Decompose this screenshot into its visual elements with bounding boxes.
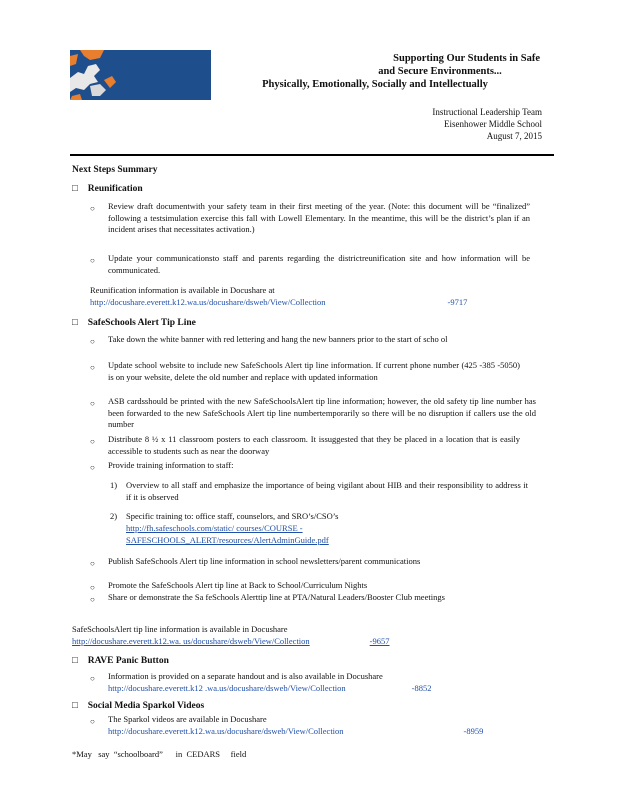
- section-reunification: □ Reunification: [72, 184, 143, 194]
- safeschools-item-8: Share or demonstrate the Sa feSchools Alerttip line at PTA/Natural Leaders/Booster Club meetings: [108, 592, 445, 602]
- header-rule: [70, 154, 554, 156]
- training-link-2[interactable]: SAFESCHOOLS_ALERT/resources/AlertAdminGuide.pdf: [126, 535, 329, 545]
- safeschools-item-1: Take down the white banner with red lettering and hang the new banners prior to the start of scho ol: [108, 334, 448, 344]
- safeschools-item-6: Publish SafeSchools Alert tip line information in school newsletters/parent communications: [108, 556, 421, 566]
- rave-item: Information is provided on a separate handout and is also available in Docushare: [108, 671, 383, 681]
- square-bullet-icon: □: [72, 184, 78, 194]
- safeschools-item-3: ASB cardsshould be printed with the new SafeSchoolsAlert tip line information; however, the old safety tip line number has been forwarded to the new SafeSchools Alert tip line numbertemporarily so there will be no disruption if callers use the old number: [108, 396, 536, 429]
- square-bullet-icon: □: [72, 318, 78, 328]
- social-item: The Sparkol videos are available in Docushare: [108, 714, 267, 724]
- circle-bullet-icon: ○: [90, 437, 95, 446]
- rave-link[interactable]: http://docushare.everett.k12 .wa.us/docushare/dsweb/View/Collection -8852: [108, 683, 432, 693]
- sub-number-2: 2): [110, 511, 118, 521]
- org-line-3: August 7, 2015: [486, 131, 542, 141]
- district-logo: [70, 50, 211, 100]
- title-line-3: Physically, Emotionally, Socially and Intellectually: [262, 79, 488, 90]
- org-line-1: Instructional Leadership Team: [432, 107, 542, 117]
- safeschools-info: SafeSchoolsAlert tip line information is available in Docushare: [72, 624, 288, 634]
- section-rave: □ RAVE Panic Button: [72, 656, 169, 666]
- circle-bullet-icon: ○: [90, 399, 95, 408]
- circle-bullet-icon: ○: [90, 674, 95, 683]
- square-bullet-icon: □: [72, 656, 78, 666]
- title-line-1: Supporting Our Students in Safe: [393, 53, 540, 64]
- reunification-item-2: Update your communicationsto staff and parents regarding the districtreunification site and how information will be communicated.: [108, 253, 530, 275]
- social-link[interactable]: http://docushare.everett.k12.wa.us/docushare/dsweb/View/Collection -8959: [108, 726, 484, 736]
- reunification-item-1: Review draft documentwith your safety team in their first meeting of the year. (Note: this document will be “finalized” following a testsimulation exercise this fall with Lowell Elementary. In the meantime, this will be the district’s plan if an incident arises that necessitates activation.): [108, 201, 530, 234]
- safeschools-item-5: Provide training information to staff:: [108, 460, 234, 470]
- training-link-1[interactable]: http://fh.safeschools.com/static/ courses/COURSE -: [126, 523, 303, 533]
- safeschools-sub-1: Overview to all staff and emphasize the importance of being vigilant about HIB and their responsibility to address it if it is observed: [126, 480, 528, 502]
- square-bullet-icon: □: [72, 701, 78, 711]
- safeschools-item-2: Update school website to include new SafeSchools Alert tip line information. If current phone number (425 -385 -5050) is on your website, delete the old number and replace with updated information: [108, 360, 520, 382]
- circle-bullet-icon: ○: [90, 204, 95, 213]
- section-social-media: □ Social Media Sparkol Videos: [72, 701, 205, 711]
- safeschools-link[interactable]: http://docushare.everett.k12.wa. us/docushare/dsweb/View/Collection -9657: [72, 636, 390, 646]
- circle-bullet-icon: ○: [90, 256, 95, 265]
- circle-bullet-icon: ○: [90, 463, 95, 472]
- reunification-link[interactable]: http://docushare.everett.k12.wa.us/docushare/dsweb/View/Collection -9717: [90, 297, 468, 307]
- org-line-2: Eisenhower Middle School: [444, 119, 542, 129]
- circle-bullet-icon: ○: [90, 559, 95, 568]
- section-safeschools: □ SafeSchools Alert Tip Line: [72, 318, 196, 328]
- sub-number-1: 1): [110, 480, 118, 490]
- title-line-2: and Secure Environments...: [378, 66, 502, 77]
- footnote: *May say “schoolboard” in CEDARS field: [72, 749, 247, 759]
- circle-bullet-icon: ○: [90, 583, 95, 592]
- summary-title: Next Steps Summary: [72, 165, 158, 175]
- safeschools-item-7: Promote the SafeSchools Alert tip line at Back to School/Curriculum Nights: [108, 580, 368, 590]
- safeschools-item-4: Distribute 8 ½ x 11 classroom posters to each classroom. It issuggested that they be placed in a location that is easily accessible to students such as near the doorway: [108, 434, 520, 456]
- reunification-info: Reunification information is available in Docushare at: [90, 285, 275, 295]
- circle-bullet-icon: ○: [90, 717, 95, 726]
- circle-bullet-icon: ○: [90, 337, 95, 346]
- circle-bullet-icon: ○: [90, 595, 95, 604]
- circle-bullet-icon: ○: [90, 363, 95, 372]
- safeschools-sub-2: Specific training to: office staff, counselors, and SRO’s/CSO’s: [126, 511, 339, 521]
